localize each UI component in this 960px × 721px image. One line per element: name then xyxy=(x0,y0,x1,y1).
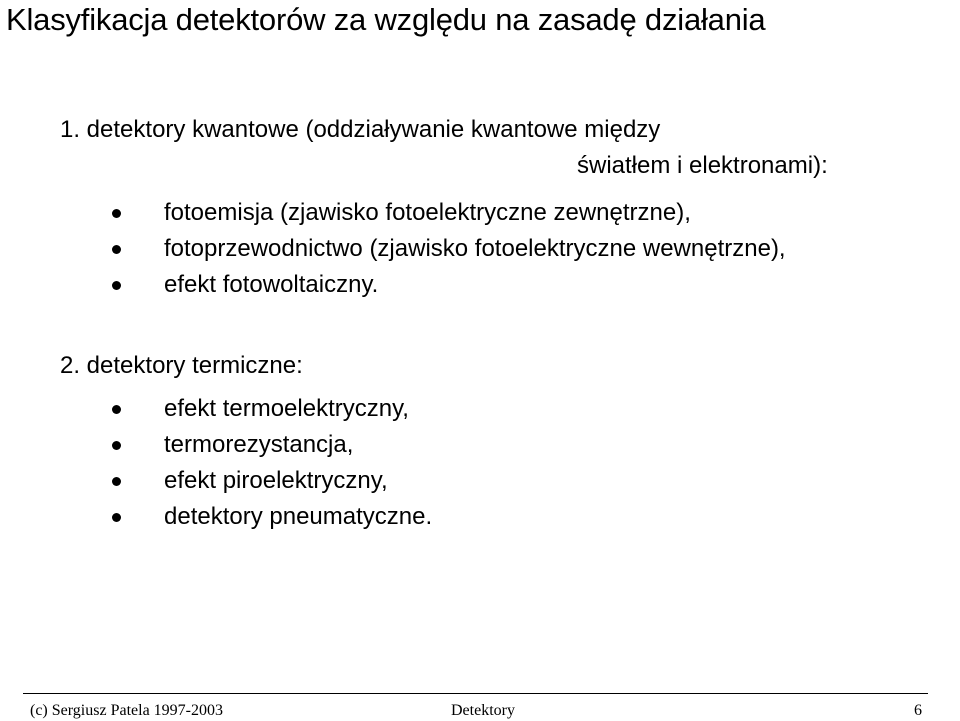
bullet-icon xyxy=(112,513,121,522)
bullet-icon xyxy=(112,441,121,450)
section-1-heading-continuation: światłem i elektronami): xyxy=(577,152,828,179)
bullet-icon xyxy=(112,209,121,218)
list-item-text: fotoprzewodnictwo (zjawisko fotoelektryczne wewnętrzne), xyxy=(164,235,786,262)
bullet-icon xyxy=(112,405,121,414)
list-item-text: efekt piroelektryczny, xyxy=(164,467,388,494)
slide-footer xyxy=(23,693,928,721)
list-item-text: efekt fotowoltaiczny. xyxy=(164,271,379,298)
list-item-text: fotoemisja (zjawisko fotoelektryczne zewnętrzne), xyxy=(164,199,691,226)
footer-copyright: (c) Sergiusz Patela 1997-2003 xyxy=(30,702,223,719)
list-item-text: efekt termoelektryczny, xyxy=(164,395,409,422)
bullet-icon xyxy=(112,477,121,486)
bullet-icon xyxy=(112,245,121,254)
footer-topic: Detektory xyxy=(451,702,515,719)
slide-title: Klasyfikacja detektorów za względu na zasadę działania xyxy=(6,2,766,37)
footer-page-number: 6 xyxy=(914,702,922,719)
list-item-text: detektory pneumatyczne. xyxy=(164,503,433,530)
section-1-heading: 1. detektory kwantowe (oddziaływanie kwantowe między xyxy=(60,116,661,143)
list-item-text: termorezystancja, xyxy=(164,431,354,458)
section-2-heading: 2. detektory termiczne: xyxy=(60,352,303,379)
bullet-icon xyxy=(112,281,121,290)
